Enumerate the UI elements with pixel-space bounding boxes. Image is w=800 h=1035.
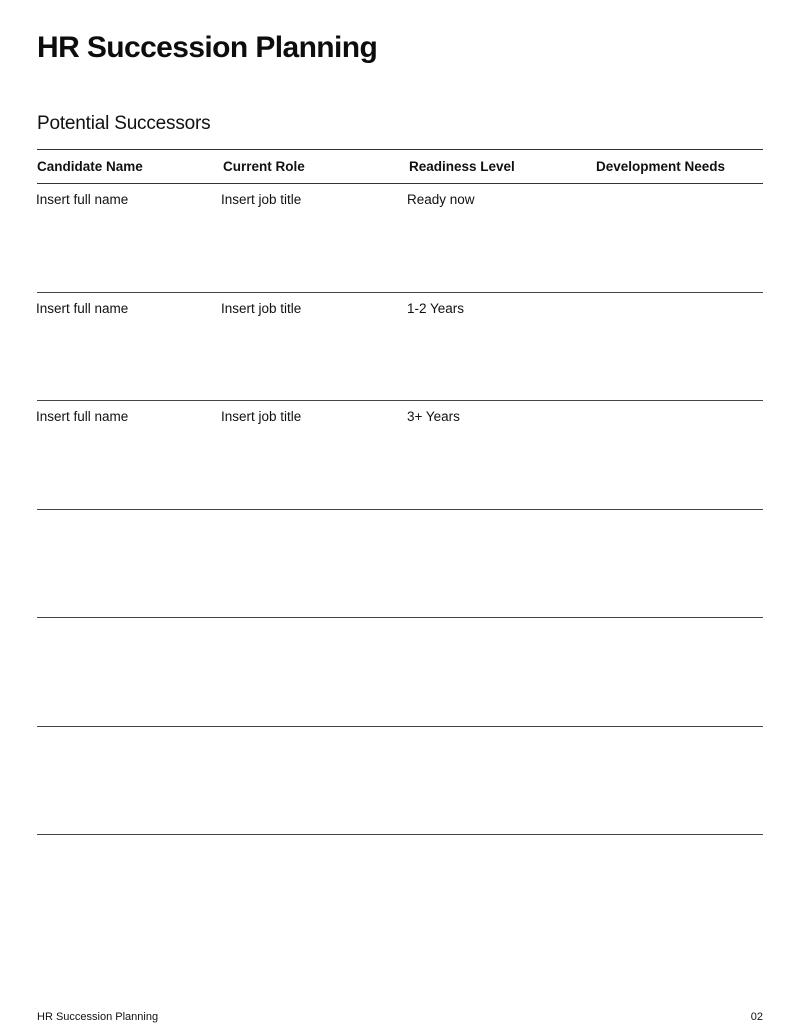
footer-document-label: HR Succession Planning	[37, 1011, 159, 1023]
cell-readiness-level[interactable]	[407, 618, 594, 726]
column-header-candidate-name: Candidate Name	[37, 159, 143, 174]
footer-page-number: 02	[750, 1011, 763, 1023]
table-row	[37, 401, 763, 510]
column-header-development-needs: Development Needs	[596, 159, 726, 174]
cell-current-role[interactable]	[221, 510, 408, 618]
table-row	[37, 510, 763, 619]
cell-current-role[interactable]: Insert job title	[221, 192, 302, 207]
cell-candidate-name[interactable]	[36, 727, 222, 835]
cell-development-needs[interactable]	[593, 293, 763, 401]
cell-current-role[interactable]	[221, 618, 408, 726]
successors-table	[37, 149, 763, 835]
cell-development-needs[interactable]	[593, 510, 763, 618]
cell-current-role[interactable]: Insert job title	[221, 409, 302, 424]
cell-current-role[interactable]: Insert job title	[221, 300, 302, 316]
cell-readiness-level[interactable]: 3+ Years	[407, 409, 460, 424]
cell-readiness-level[interactable]: 1-2 Years	[407, 300, 465, 316]
cell-readiness-level[interactable]	[407, 727, 594, 835]
column-header-current-role: Current Role	[223, 159, 305, 174]
table-row	[37, 184, 763, 293]
cell-readiness-level[interactable]: Ready now	[407, 192, 475, 207]
cell-development-needs[interactable]	[593, 184, 763, 292]
cell-development-needs[interactable]	[593, 618, 763, 726]
cell-candidate-name[interactable]	[36, 618, 222, 726]
table-header-row	[37, 150, 763, 184]
page-title: HR Succession Planning	[37, 31, 378, 64]
table-row	[37, 618, 763, 727]
cell-development-needs[interactable]	[593, 727, 763, 835]
cell-readiness-level[interactable]	[407, 510, 594, 618]
cell-candidate-name[interactable]: Insert full name	[36, 192, 129, 207]
cell-candidate-name[interactable]: Insert full name	[36, 300, 129, 316]
cell-candidate-name[interactable]	[36, 510, 222, 618]
table-row	[37, 727, 763, 836]
cell-candidate-name[interactable]: Insert full name	[36, 409, 129, 424]
cell-current-role[interactable]	[221, 727, 408, 835]
column-header-readiness-level: Readiness Level	[409, 159, 515, 174]
table-row	[37, 293, 763, 402]
cell-development-needs[interactable]	[593, 401, 763, 509]
section-title: Potential Successors	[37, 113, 211, 134]
